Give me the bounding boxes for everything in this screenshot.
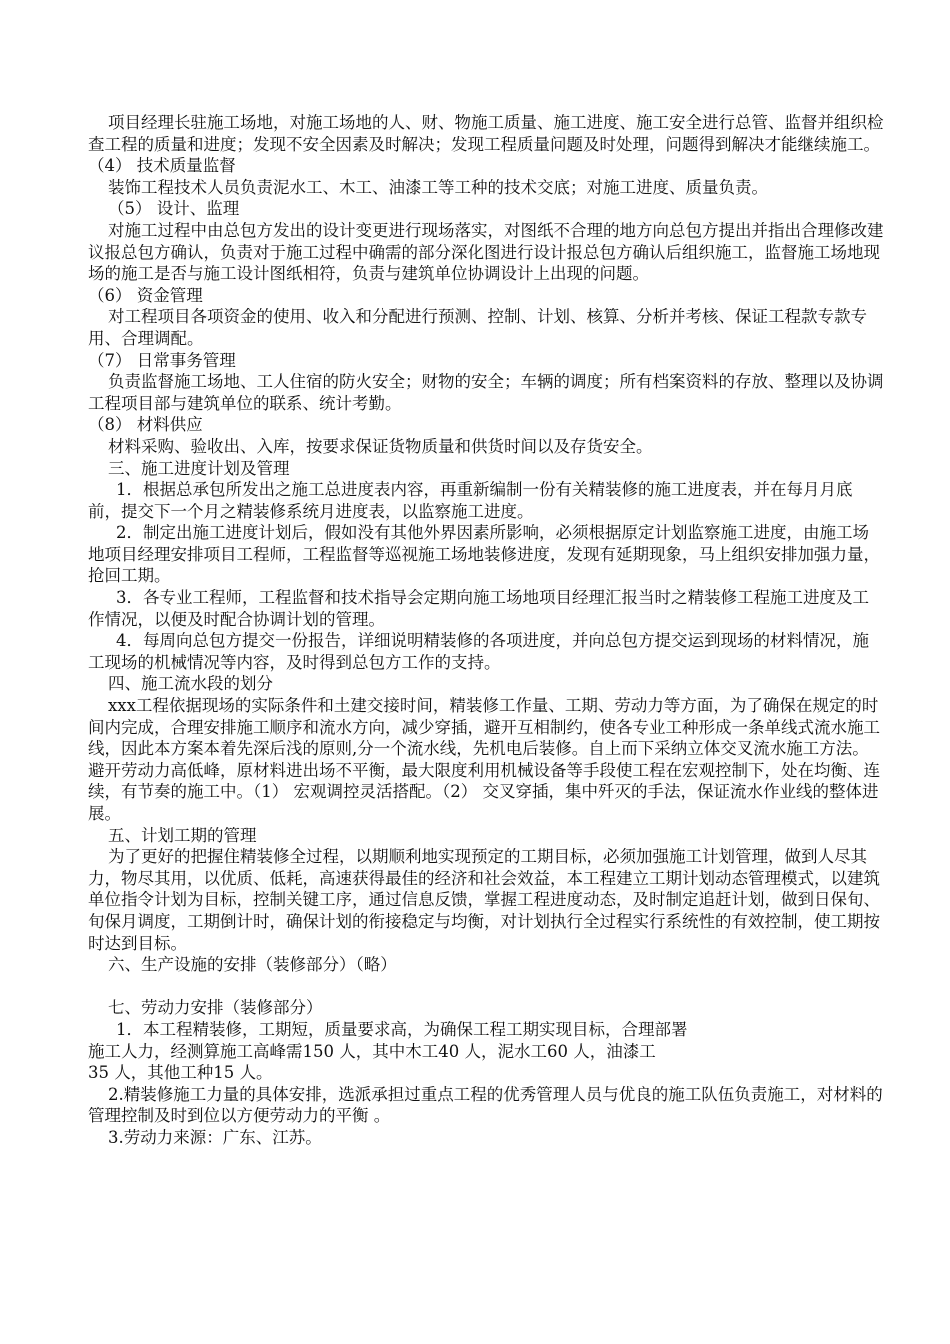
numbered-paragraph: 2.精装修施工力量的具体安排，选派承担过重点工程的优秀管理人员与优良的施工队伍负责施工，对材料的管理控制及时到位以方便劳动力的平衡 。: [88, 1084, 883, 1126]
numbered-paragraph: 4．每周向总包方提交一份报告，详细说明精装修的各项进度，并向总包方提交运到现场的材料情况，施工现场的机械情况等内容，及时得到总包方工作的支持。: [88, 631, 869, 672]
section-heading-4: 四、施工流水段的划分: [108, 674, 273, 694]
continuation-line: 35 人，其他工种15 人。: [88, 1063, 273, 1083]
paragraph: xxx工程依据现场的实际条件和土建交接时间，精装修工作量、工期、劳动力等方面，为了确保在规定的时间内完成，合理安排施工顺序和流水方向，减少穿插，避开互相制约，使各专业工种形成一条单线式流水施工线，因此本方案本着先深后浅的原则,分一个流水线，先机电后装修。自上而下采纳立体交叉流水施工方法。避开劳动力高低峰，原材料进出场不平衡，最大限度利用机械设备等手段使工程在宏观控制下，处在均衡、连续，有节奏的施工中。（1） 宏观调控灵活搭配。（2） 交叉穿插，集中歼灭的手法，保证流水作业线的整体进展。: [88, 696, 880, 823]
paragraph: 对施工过程中由总包方发出的设计变更进行现场落实，对图纸不合理的地方向总包方提出并指出合理修改建议报总包方确认，负责对于施工过程中确需的部分深化图进行设计报总包方确认后组织施工，监督施工场地现场的施工是否与施工设计图纸相符，负责与建筑单位协调设计上出现的问题。: [88, 220, 884, 284]
section-heading-6: 六、生产设施的安排（装修部分）（略）: [108, 955, 397, 975]
blank-line: [88, 976, 884, 998]
numbered-paragraph: 1．本工程精装修，工期短，质量要求高，为确保工程工期实现目标，合理部署: [116, 1019, 688, 1039]
numbered-paragraph: 3.劳动力来源：广东、江苏。: [108, 1127, 322, 1147]
item-heading-5: （5） 设计、监理: [108, 199, 240, 219]
document-body: [88, 112, 884, 1149]
paragraph: 对工程项目各项资金的使用、收入和分配进行预测、控制、计划、核算、分析并考核、保证工程款专款专用、合理调配。: [88, 307, 867, 348]
item-heading-6: （6） 资金管理: [88, 285, 203, 305]
item-heading-7: （7） 日常事务管理: [88, 350, 236, 370]
continuation-line: 施工人力，经测算施工高峰需150 人，其中木工40 人，泥水工60 人，油漆工: [88, 1041, 656, 1061]
paragraph: 项目经理长驻施工场地，对施工场地的人、财、物施工质量、施工进度、施工安全进行总管、监督并组织检查工程的质量和进度；发现不安全因素及时解决；发现工程质量问题及时处理，问题得到解决才能继续施工。: [88, 113, 884, 154]
item-heading-4: （4） 技术质量监督: [88, 156, 236, 176]
paragraph: 负责监督施工场地、工人住宿的防火安全；财物的安全；车辆的调度；所有档案资料的存放、整理以及协调工程项目部与建筑单位的联系、统计考勤。: [88, 372, 884, 413]
numbered-paragraph: 1．根据总承包所发出之施工总进度表内容，再重新编制一份有关精装修的施工进度表，并在每月月底前，提交下一个月之精装修系统月进度表，以监察施工进度。: [88, 480, 853, 521]
paragraph: 为了更好的把握住精装修全过程，以期顺利地实现预定的工期目标，必须加强施工计划管理，做到人尽其力，物尽其用，以优质、低耗，高速获得最佳的经济和社会效益，本工程建立工期计划动态管理模式，以建筑单位指令计划为目标，控制关键工序，通过信息反馈，掌握工程进度动态，及时制定追赶计划，做到日保旬、旬保月调度，工期倒计时，确保计划的衔接稳定与均衡，对计划执行全过程实行系统性的有效控制，使工期按时达到目标。: [88, 847, 880, 953]
section-heading-5: 五、计划工期的管理: [108, 825, 257, 845]
section-heading-7: 七、劳动力安排（装修部分）: [108, 998, 323, 1018]
section-heading-3: 三、施工进度计划及管理: [108, 458, 290, 478]
paragraph: 装饰工程技术人员负责泥水工、木工、油漆工等工种的技术交底；对施工进度、质量负责。: [108, 177, 768, 197]
item-heading-8: （8） 材料供应: [88, 415, 203, 435]
numbered-paragraph: 3．各专业工程师，工程监督和技术指导会定期向施工场地项目经理汇报当时之精装修工程施工进度及工作情况，以便及时配合协调计划的管理。: [88, 588, 869, 629]
paragraph: 材料采购、验收出、入库，按要求保证货物质量和供货时间以及存货安全。: [108, 436, 653, 456]
numbered-paragraph: 2．制定出施工进度计划后，假如没有其他外界因素所影响，必须根据原定计划监察施工进度，由施工场地项目经理安排项目工程师，工程监督等巡视施工场地装修进度，发现有延期现象，马上组织安排加强力量，抢回工期。: [88, 523, 880, 586]
